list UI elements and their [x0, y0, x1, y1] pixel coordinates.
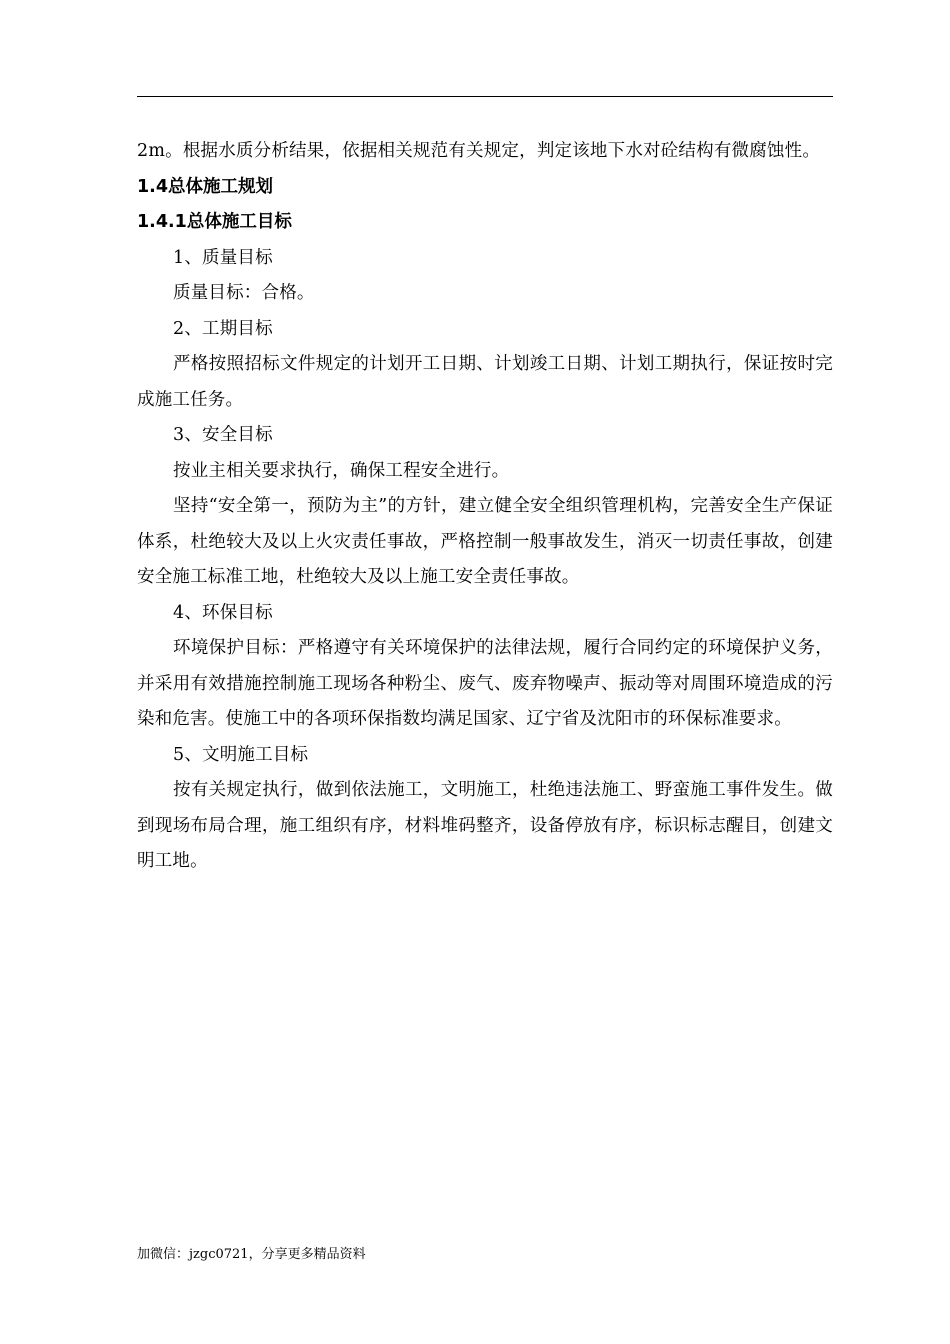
quality-goal-text: 质量目标：合格。 — [173, 283, 315, 303]
environment-goal-title: 4、环保目标 — [173, 602, 273, 623]
quality-goal-title: 1、质量目标 — [173, 247, 273, 268]
page-footer: 加微信：jzgc0721，分享更多精品资料 — [137, 1247, 366, 1262]
schedule-goal-title: 2、工期目标 — [173, 318, 273, 339]
schedule-goal-text: 严格按照招标文件规定的计划开工日期、计划竣工日期、计划工期执行，保证按时完成施工任务。 — [137, 354, 833, 410]
section-subheading: 1.4.1总体施工目标 — [137, 212, 292, 232]
civilized-goal-text: 按有关规定执行，做到依法施工，文明施工，杜绝违法施工、野蛮施工事件发生。做到现场布局合理，施工组织有序，材料堆码整齐，设备停放有序，标识标志醒目，创建文明工地。 — [137, 780, 833, 871]
environment-goal-text: 环境保护目标：严格遵守有关环境保护的法律法规，履行合同约定的环境保护义务，并采用有效措施控制施工现场各种粉尘、废气、废弃物噪声、振动等对周围环境造成的污染和危害。使施工中的各项环保指数均满足国家、辽宁省及沈阳市的环保标准要求。 — [137, 638, 833, 729]
safety-goal-text-1: 按业主相关要求执行，确保工程安全进行。 — [173, 460, 510, 481]
header-rule — [137, 96, 833, 97]
section-heading: 1.4总体施工规划 — [137, 176, 274, 197]
safety-goal-text-2: 坚持“安全第一，预防为主”的方针，建立健全安全组织管理机构，完善安全生产保证体系，杜绝较大及以上火灾责任事故，严格控制一般事故发生，消灭一切责任事故，创建安全施工标准工地，杜绝较大及以上施工安全责任事故。 — [137, 496, 833, 587]
document-body — [137, 134, 833, 880]
safety-goal-title: 3、安全目标 — [173, 425, 273, 445]
civilized-goal-title: 5、文明施工目标 — [173, 744, 309, 765]
intro-paragraph: 2m。根据水质分析结果，依据相关规范有关规定，判定该地下水对砼结构有微腐蚀性。 — [137, 141, 821, 161]
